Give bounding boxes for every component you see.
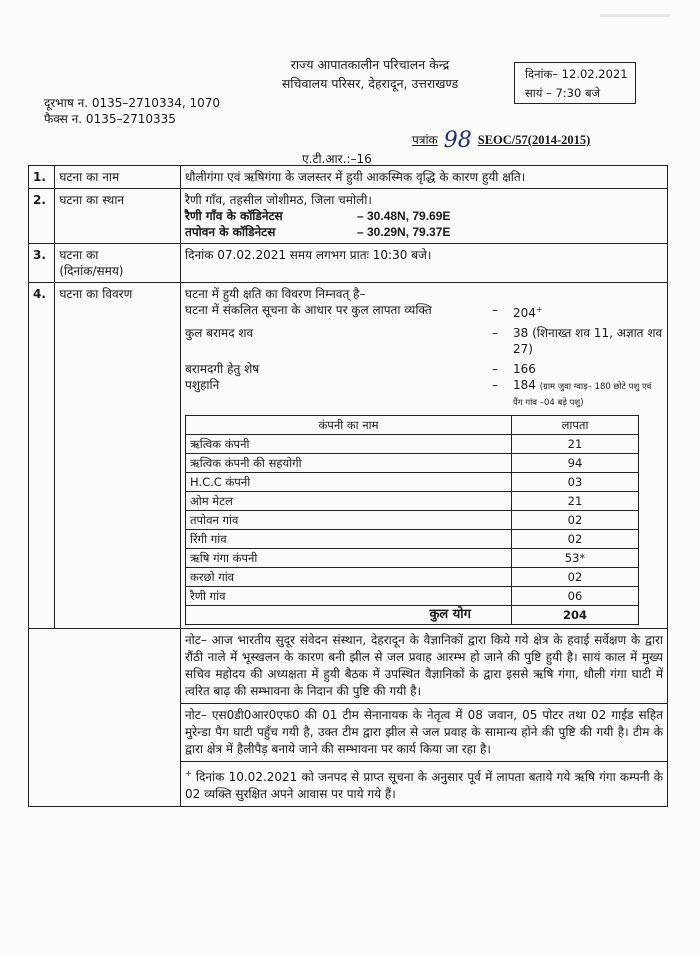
row-label-line: घटना का	[59, 248, 99, 262]
column-header: कंपनी का नाम	[186, 416, 512, 435]
coord-value: – 30.29N, 79.37E	[357, 225, 451, 239]
patrank-label: पत्रांक	[412, 133, 438, 147]
patrank-number-handwritten: 98	[443, 128, 472, 153]
plus-mark: +	[185, 769, 192, 778]
company-name: ऋषि गंगा कंपनी	[186, 549, 512, 568]
time-line: सायं – 7:30 बजे	[525, 86, 601, 100]
table-row	[29, 189, 668, 244]
detail-dash: –	[492, 362, 498, 376]
company-name: ऋत्विक कंपनी	[186, 435, 512, 454]
org-address: सचिवालय परिसर, देहरादून, उत्तराखण्ड	[281, 76, 459, 91]
row-serial: 1.	[29, 166, 55, 189]
detail-value: 184 (ग्राम जुवा ग्वाड़– 180 छोटे पशु एवं पैंग गांव –04 बड़े पशु)	[513, 378, 652, 408]
row-label	[55, 244, 181, 283]
atr-number: ए.टी.आर.:–16	[302, 152, 372, 166]
notes-cell	[181, 762, 668, 807]
row-label: घटना का नाम	[55, 166, 181, 189]
company-name: रैणी गांव	[186, 587, 512, 606]
table-row	[186, 454, 639, 473]
missing-count: 21	[512, 435, 639, 454]
row-label: घटना का स्थान	[55, 189, 181, 244]
table-row	[29, 283, 668, 629]
missing-count: 02	[512, 568, 639, 587]
coord-label: तपोवन के कॉडिनेटस	[185, 225, 276, 239]
detail-dash: –	[492, 326, 498, 340]
table-row	[186, 568, 639, 587]
phone-number: दूरभाष न. 0135–2710334, 1070	[44, 96, 221, 110]
table-row	[186, 530, 639, 549]
missing-count: 02	[512, 530, 639, 549]
incident-report-table	[28, 165, 668, 807]
table-row	[186, 587, 639, 606]
note-scientists: नोट– आज भारतीय सुदूर संवेदन संस्थान, देहरादून के वैज्ञानिकों द्वारा किये गये क्षेत्र के हवाई सर्वेक्षण के द्वारा रौंठी नाले में भूस्खलन के कारण बनी झील से जल प्रवाह आरम्भ हो जाने की पुष्टि हुयी है। सायं काल में मुख्य सचिव महोदय की अध्यक्षता में हुयी बैठक में उपस्थित वैज्ञानिकों के द्वारा इससे ऋषि गंगा, धौली गंगा घाटी में त्वरित बाढ़ की सम्भावना के निदान की पुष्टि की गयी है।	[185, 633, 663, 698]
row-serial: 4.	[29, 283, 55, 629]
note-found-safe: + दिनांक 10.02.2021 को जनपद से प्राप्त सूचना के अनुसार पूर्व में लापता बताये गये ऋषि गंगा कम्पनी के 02 व्यक्ति सुरक्षित अपने आवास पर पाये गये हैं।	[185, 769, 663, 801]
detail-label: बरामदगी हेतु शेष	[185, 362, 260, 376]
table-row	[186, 435, 639, 454]
detail-value: 204+	[513, 305, 543, 320]
coord-label: रैणी गाँव के कॉडिनेटस	[185, 209, 283, 223]
contact-info	[44, 95, 220, 127]
date-line: दिनांक– 12.02.2021	[525, 67, 628, 81]
missing-count: 03	[512, 473, 639, 492]
company-name: करछो गांव	[186, 568, 512, 587]
note-sdrf: नोट– एस0डी0आर0एफ0 की 01 टीम सेनानायक के नेतृत्व में 08 जवान, 05 पोटर तथा 02 गाईड सहित मुरेन्डा पैग घाटी पहुँच गयी है, उक्त टीम द्वारा झील से जल प्रवाह के सामान्य होने की पुष्टि की गयी है। टीम के द्वारा क्षेत्र में हैलीपैड़ बनाये जाने की सम्भावना पर कार्य किया जा रहा है।	[185, 708, 663, 756]
company-name: ऋत्विक कंपनी की सहयोगी	[186, 454, 512, 473]
notes-row	[29, 704, 668, 762]
missing-count: 21	[512, 492, 639, 511]
company-name: रिंगी गांव	[186, 530, 512, 549]
incident-details	[181, 283, 668, 629]
scan-artifact	[600, 14, 670, 17]
table-row	[186, 492, 639, 511]
letter-number	[412, 128, 590, 153]
incident-location-value	[181, 189, 668, 244]
table-row	[186, 549, 639, 568]
company-name: ओम मेटल	[186, 492, 512, 511]
table-header-row	[186, 416, 639, 435]
total-value: 204	[512, 606, 639, 625]
incident-name-value: धौलीगंगा एवं ऋषिगंगा के जलस्तर में हुयी आकस्मिक वृद्धि के कारण हुयी क्षति।	[181, 166, 668, 189]
detail-dash: –	[492, 378, 498, 392]
date-time-box	[514, 62, 636, 104]
details-list	[185, 302, 663, 409]
table-row	[186, 473, 639, 492]
missing-count: 53*	[512, 549, 639, 568]
notes-row	[29, 629, 668, 704]
company-name: तपोवन गांव	[186, 511, 512, 530]
total-row	[186, 606, 639, 625]
detail-value: 166	[513, 362, 536, 376]
company-name: H.C.C कंपनी	[186, 473, 512, 492]
patrank-reference: SEOC/57(2014-2015)	[477, 133, 591, 147]
notes-cell	[181, 629, 668, 704]
fax-number: फैक्स न. 0135–2710335	[44, 112, 176, 126]
row-label: घटना का विवरण	[55, 283, 181, 629]
notes-cell	[181, 704, 668, 762]
table-row	[186, 511, 639, 530]
column-header: लापता	[512, 416, 639, 435]
details-intro: घटना में हुयी क्षति का विवरण निम्नवत् है–	[185, 287, 366, 301]
missing-count: 94	[512, 454, 639, 473]
row-serial: 3.	[29, 244, 55, 283]
coord-value: – 30.48N, 79.69E	[357, 209, 451, 223]
missing-count: 06	[512, 587, 639, 606]
livestock-note: (ग्राम जुवा ग्वाड़– 180 छोटे पशु एवं पैंग गांव –04 बड़े पशु)	[513, 382, 652, 408]
detail-label: घटना में संकलित सूचना के आधार पर कुल लापता व्यक्ति	[185, 303, 432, 317]
location-text: रैणी गाँव, तहसील जोशीमठ, जिला चमोली।	[185, 193, 372, 207]
incident-datetime-value: दिनांक 07.02.2021 समय लगभग प्रातः 10:30 बजे।	[181, 244, 668, 283]
company-missing-table	[185, 415, 639, 625]
plus-mark: +	[535, 305, 543, 314]
detail-label: कुल बरामद शव	[185, 326, 254, 340]
org-name: राज्य आपातकालीन परिचालन केन्द्र	[290, 57, 450, 72]
table-row	[29, 166, 668, 189]
coordinates	[185, 208, 663, 240]
total-label: कुल योग	[186, 606, 512, 625]
detail-dash: –	[492, 303, 498, 317]
detail-label: पशुहानि	[185, 378, 220, 392]
missing-count: 02	[512, 511, 639, 530]
row-serial: 2.	[29, 189, 55, 244]
detail-value: 38 (शिनाख्त शव 11, अज्ञात शव 27)	[513, 326, 663, 356]
table-row	[29, 244, 668, 283]
row-label-line: (दिनांक/समय)	[59, 264, 124, 278]
notes-row	[29, 762, 668, 807]
